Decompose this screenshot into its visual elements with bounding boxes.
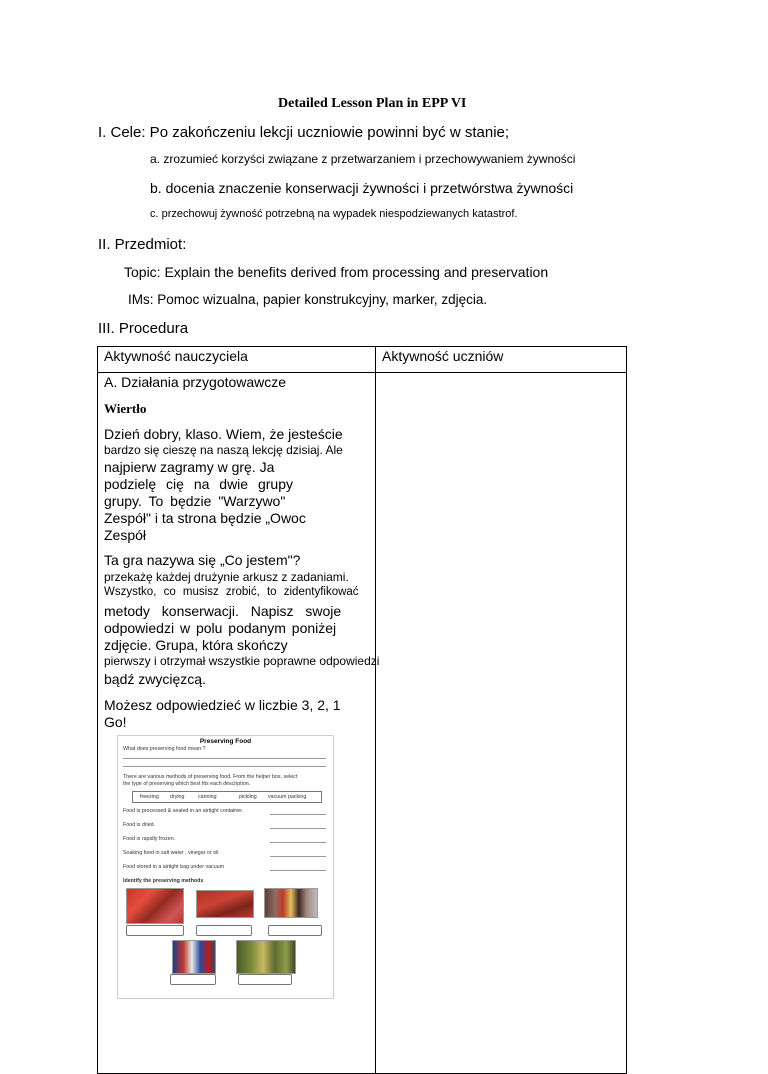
subject-heading: II. Przedmiot:: [98, 236, 187, 253]
answer-box: [126, 925, 184, 936]
worksheet-instructions-1: There are various methods of preserving food. From the helper box, select: [123, 774, 298, 780]
helper-option: pickling: [239, 794, 257, 800]
text-line: bądź zwycięzcą.: [104, 671, 206, 687]
student-activity-header: Aktywność uczniów: [376, 347, 627, 373]
canned-food-photo: [264, 888, 318, 918]
objective-c: c. przechowuj żywność potrzebną na wypadek niespodziewanych katastrof.: [150, 208, 518, 220]
helper-option: vacuum packing: [268, 794, 307, 800]
procedure-table: [97, 346, 627, 1074]
vacuum-packed-photo: [172, 940, 216, 974]
text-line: grupy. To będzie "Warzywo": [104, 493, 286, 509]
subject-ims: IMs: Pomoc wizualna, papier konstrukcyjny, marker, zdjęcia.: [128, 292, 488, 307]
worksheet-description: Food stored in a airtight bag under vacuum: [123, 864, 224, 870]
text-line: przekażę każdej drużynie arkusz z zadaniami.: [104, 570, 349, 584]
text-line: Możesz odpowiedzieć w liczbie 3, 2, 1: [104, 697, 341, 713]
answer-box: [238, 974, 292, 985]
answer-box: [196, 925, 252, 936]
objectives-heading: I. Cele: Po zakończeniu lekcji uczniowie powinni być w stanie;: [98, 124, 510, 141]
text-line: najpierw zagramy w grę. Ja: [104, 459, 275, 475]
subject-topic: Topic: Explain the benefits derived from processing and preservation: [124, 264, 549, 280]
worksheet-description: Food is rapidly frozen.: [123, 836, 176, 842]
text-line: pierwszy i otrzymał wszystkie poprawne odpowiedzi: [104, 654, 380, 668]
text-line: Wszystko, co musisz zrobić, to zidentyfikować: [104, 586, 359, 598]
worksheet-title: Preserving Food: [199, 738, 252, 745]
worksheet-question: What does preserving food mean ?: [123, 746, 206, 752]
answer-box: [268, 925, 322, 936]
pickled-food-photo: [236, 940, 296, 974]
text-line: podzielę cię na dwie grupy: [104, 476, 293, 492]
answer-box: [170, 974, 216, 985]
section-heading: A. Działania przygotowawcze: [104, 374, 287, 390]
teacher-activity-header: Aktywność nauczyciela: [98, 347, 376, 373]
worksheet-instructions-2: the type of preserving which best fits each description.: [123, 781, 251, 787]
text-line: zdjęcie. Grupa, która skończy: [104, 637, 288, 653]
helper-option: freezing: [140, 794, 159, 800]
worksheet-description: Food is dried.: [123, 822, 156, 828]
frozen-food-photo: [126, 888, 184, 924]
worksheet-image: [117, 735, 334, 999]
worksheet-description: Food is processed & sealed in an airtight container.: [123, 808, 244, 814]
procedure-heading: III. Procedura: [98, 320, 189, 337]
text-line: Zespół: [104, 527, 147, 543]
text-line: odpowiedzi w polu podanym poniżej: [104, 620, 337, 636]
text-line: Zespół" i ta strona będzie „Owoc: [104, 510, 306, 526]
drill-subheading: Wiertło: [104, 401, 147, 416]
teacher-activity-cell: [98, 373, 380, 1074]
worksheet-identify-heading: Identify the preserving methods: [123, 878, 204, 884]
document-title: Detailed Lesson Plan in EPP VI: [278, 96, 467, 111]
text-line: Go!: [104, 714, 127, 730]
objective-b: b. docenia znaczenie konserwacji żywności i przetwórstwa żywności: [150, 180, 574, 196]
text-line: Dzień dobry, klaso. Wiem, że jesteście: [104, 426, 343, 442]
dried-food-photo: [196, 890, 254, 918]
text-line: Ta gra nazywa się „Co jestem"?: [104, 552, 301, 568]
helper-option: canning: [198, 794, 217, 800]
text-line: metody konserwacji. Napisz swoje: [104, 603, 342, 619]
worksheet-description: Soaking food in salt water , vinegar or oil: [123, 850, 219, 856]
helper-option: drying: [170, 794, 185, 800]
objective-a: a. zrozumieć korzyści związane z przetwarzaniem i przechowywaniem żywności: [150, 152, 576, 166]
student-activity-cell: [376, 373, 627, 1074]
text-line: bardzo się cieszę na naszą lekcję dzisiaj. Ale: [104, 443, 343, 457]
